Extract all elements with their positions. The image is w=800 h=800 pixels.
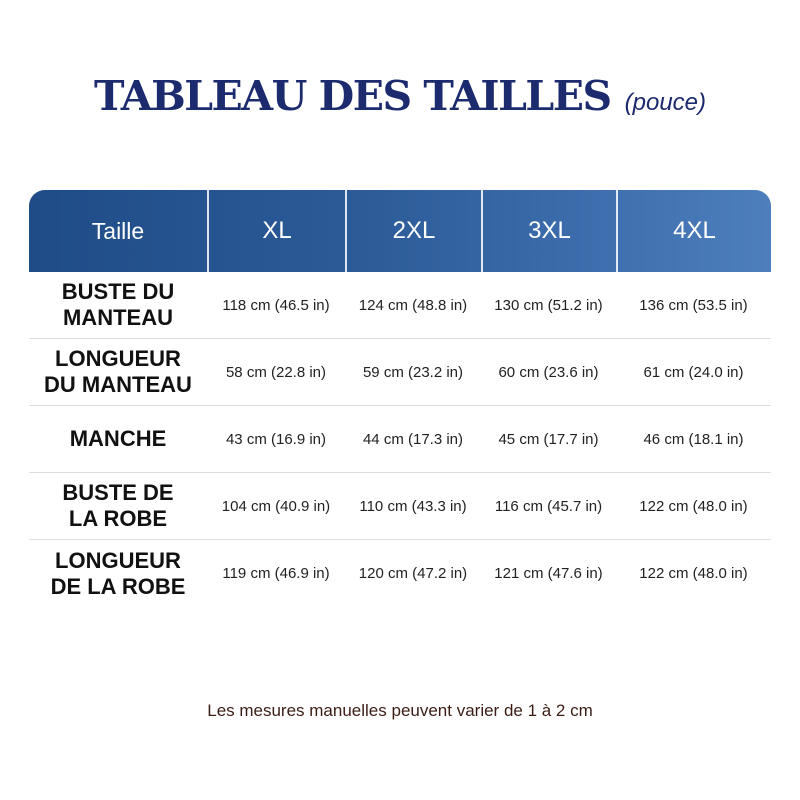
measurement-note: Les mesures manuelles peuvent varier de 1 à 2 cm [207,701,593,720]
title-unit: (pouce) [624,89,706,116]
table-cell: 130 cm (51.2 in) [494,296,603,314]
table-cell: 59 cm (23.2 in) [362,363,464,381]
row-label-text: BUSTE DE LA ROBE [62,480,174,531]
table-cell: 60 cm (23.6 in) [498,363,599,381]
title-main: TABLEAU DES TAILLES [94,72,611,120]
row-label-text: BUSTE DU MANTEAU [61,279,175,330]
row-label [29,406,207,472]
row-label-text: LONGUEUR DE LA ROBE [50,547,186,599]
size-table [29,190,771,607]
page-title [0,72,800,120]
row-label [29,540,207,607]
table-cell: 120 cm (47.2 in) [358,565,468,582]
table-cell: 104 cm (40.9 in) [221,497,331,515]
table-cell: 119 cm (46.9 in) [222,565,330,582]
table-cell: 136 cm (53.5 in) [639,296,748,314]
header-size-label: Taille [91,217,145,244]
table-cell: 122 cm (48.0 in) [639,497,748,515]
table-row-dress-bust [29,473,771,540]
header-size-4xl: 4XL [616,190,771,272]
table-header [29,190,771,272]
table-cell: 124 cm (48.8 in) [358,296,468,314]
table-cell: 122 cm (48.0 in) [639,565,748,582]
table-cell: 116 cm (45.7 in) [494,497,603,515]
table-cell: 44 cm (17.3 in) [362,430,464,448]
table-cell: 110 cm (43.3 in) [359,497,467,515]
header-size-2xl: 2XL [345,190,481,272]
table-cell: 118 cm (46.5 in) [222,296,330,314]
row-label [29,272,207,338]
row-label-text: MANCHE [69,426,167,451]
table-cell: 43 cm (16.9 in) [225,430,327,448]
table-cell: 46 cm (18.1 in) [643,430,744,448]
table-cell: 121 cm (47.6 in) [494,565,603,582]
table-row-dress-length [29,540,771,607]
table-cell: 45 cm (17.7 in) [498,430,599,448]
table-cell: 58 cm (22.8 in) [225,363,327,381]
table-cell: 61 cm (24.0 in) [643,363,744,381]
row-label [29,339,207,405]
row-label [29,473,207,539]
row-label-text: LONGUEUR DU MANTEAU [44,346,192,397]
header-size-xl: XL [207,190,345,272]
table-row-coat-bust [29,272,771,339]
table-row-sleeve [29,406,771,473]
header-size-3xl: 3XL [481,190,616,272]
table-row-coat-length [29,339,771,406]
